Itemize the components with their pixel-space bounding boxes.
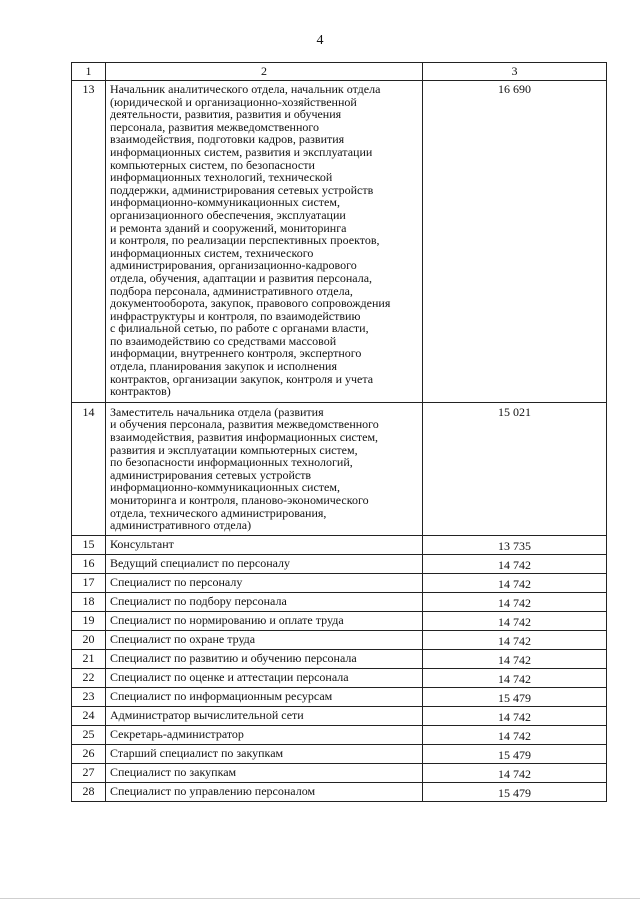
table-row xyxy=(72,573,607,592)
table-row xyxy=(72,763,607,782)
salary-table xyxy=(71,62,607,802)
salary-value: 14 742 xyxy=(423,573,607,592)
position-title: Специалист по охране труда xyxy=(106,630,423,649)
table-row xyxy=(72,81,607,403)
table-row xyxy=(72,402,607,535)
position-title: Специалист по нормированию и оплате труда xyxy=(106,611,423,630)
position-title: Специалист по закупкам xyxy=(106,763,423,782)
salary-value: 14 742 xyxy=(423,592,607,611)
row-number: 19 xyxy=(72,611,106,630)
table-row xyxy=(72,744,607,763)
row-number: 25 xyxy=(72,725,106,744)
table-row xyxy=(72,535,607,554)
position-title: Консультант xyxy=(106,535,423,554)
table-row xyxy=(72,725,607,744)
position-title: Специалист по развитию и обучению персонала xyxy=(106,649,423,668)
position-title: Ведущий специалист по персоналу xyxy=(106,554,423,573)
row-number: 17 xyxy=(72,573,106,592)
table-row xyxy=(72,687,607,706)
row-number: 21 xyxy=(72,649,106,668)
table-row xyxy=(72,706,607,725)
position-title: Специалист по персоналу xyxy=(106,573,423,592)
table-row xyxy=(72,649,607,668)
row-number: 20 xyxy=(72,630,106,649)
table-row xyxy=(72,554,607,573)
table-row xyxy=(72,630,607,649)
header-col-3: 3 xyxy=(423,63,607,81)
salary-value: 14 742 xyxy=(423,649,607,668)
table-row xyxy=(72,668,607,687)
salary-value: 14 742 xyxy=(423,725,607,744)
salary-value: 14 742 xyxy=(423,668,607,687)
salary-value: 15 479 xyxy=(423,782,607,801)
row-number: 26 xyxy=(72,744,106,763)
position-title: Специалист по оценке и аттестации персонала xyxy=(106,668,423,687)
row-number: 15 xyxy=(72,535,106,554)
position-title: Администратор вычислительной сети xyxy=(106,706,423,725)
table-row xyxy=(72,592,607,611)
salary-value: 14 742 xyxy=(423,763,607,782)
salary-value: 15 479 xyxy=(423,687,607,706)
row-number: 22 xyxy=(72,668,106,687)
position-title: Специалист по управлению персоналом xyxy=(106,782,423,801)
position-title: Начальник аналитического отдела, начальник отдела (юридической и организационно-хозяйственной деятельности, развития, развития и обучения персонала, развития межведомственного взаимодействия, подготовки кадров, развития информационных систем, развития и эксплуатации компьютерных систем, по безопасности информационных технологий, технической поддержки, администрирования сетевых устройств информационно-коммуникационных систем, организационного обеспечения, эксплуатации и ремонта зданий и сооружений, мониторинга и контроля, по реализации перспективных проектов, информационных систем, технического администрирования, организационно-кадрового отдела, обучения, адаптации и развития персонала, подбора персонала, административного отдела, документооборота, закупок, правового сопровождения инфраструктуры и контроля, по взаимодействию с филиальной сетью, по работе с органами власти, по взаимодействию со средствами массовой информации, внутреннего контроля, экспертного отдела, планирования закупок и исполнения контрактов, организации закупок, контроля и учета контрактов) xyxy=(106,81,423,403)
salary-value: 13 735 xyxy=(423,535,607,554)
page-number: 4 xyxy=(316,33,324,48)
table-row xyxy=(72,611,607,630)
position-title: Старший специалист по закупкам xyxy=(106,744,423,763)
row-number: 27 xyxy=(72,763,106,782)
salary-value: 14 742 xyxy=(423,611,607,630)
row-number: 16 xyxy=(72,554,106,573)
scan-edge-line xyxy=(0,898,640,899)
salary-value: 14 742 xyxy=(423,554,607,573)
position-title: Заместитель начальника отдела (развития и обучения персонала, развития межведомственного взаимодействия, развития информационных систем, развития и эксплуатации компьютерных систем, по безопасности информационных технологий, администрирования сетевых устройств информационно-коммуникационных систем, мониторинга и контроля, планово-экономического отдела, технического администрирования, административного отдела) xyxy=(106,402,423,535)
salary-value: 14 742 xyxy=(423,630,607,649)
table-row xyxy=(72,782,607,801)
salary-value: 14 742 xyxy=(423,706,607,725)
table-header-row xyxy=(72,63,607,81)
row-number: 13 xyxy=(72,81,106,403)
row-number: 28 xyxy=(72,782,106,801)
row-number: 24 xyxy=(72,706,106,725)
salary-value: 15 479 xyxy=(423,744,607,763)
header-col-1: 1 xyxy=(72,63,106,81)
position-title: Секретарь-администратор xyxy=(106,725,423,744)
salary-value: 15 021 xyxy=(423,402,607,535)
position-title: Специалист по подбору персонала xyxy=(106,592,423,611)
row-number: 14 xyxy=(72,402,106,535)
header-col-2: 2 xyxy=(106,63,423,81)
position-title: Специалист по информационным ресурсам xyxy=(106,687,423,706)
row-number: 18 xyxy=(72,592,106,611)
salary-value: 16 690 xyxy=(423,81,607,403)
row-number: 23 xyxy=(72,687,106,706)
